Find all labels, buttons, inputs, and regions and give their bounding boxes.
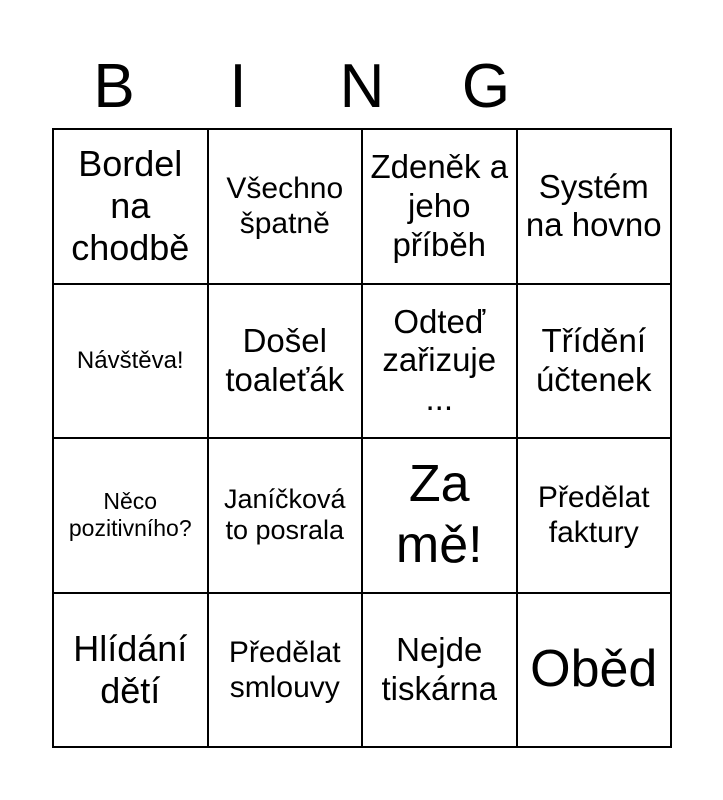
header-letter-i: I	[229, 52, 247, 121]
bingo-cell-r4-c4[interactable]	[518, 594, 673, 749]
cell-label: Návštěva!	[76, 346, 184, 374]
bingo-cell-r3-c4[interactable]	[518, 439, 673, 594]
header-letter-n: N	[339, 52, 385, 121]
bingo-cell-r1-c4[interactable]	[518, 130, 673, 285]
bingo-cell-r2-c2[interactable]	[209, 285, 364, 440]
cell-label: Janíčková to posrala	[223, 483, 346, 546]
cell-label: Zdeněk a jeho příběh	[370, 148, 509, 263]
header-letter-g: G	[461, 52, 511, 121]
bingo-cell-r1-c3[interactable]	[363, 130, 518, 285]
bingo-cell-r4-c3[interactable]	[363, 594, 518, 749]
bingo-header	[52, 52, 672, 122]
cell-label: Bordel na chodbě	[71, 143, 190, 269]
cell-label: Předělat faktury	[537, 481, 650, 550]
bingo-cell-r4-c1[interactable]	[54, 594, 209, 749]
cell-label: Odteď zařizuje ...	[382, 302, 497, 418]
bingo-cell-r1-c2[interactable]	[209, 130, 364, 285]
cell-label: Hlídání dětí	[73, 627, 188, 711]
bingo-cell-r3-c1[interactable]	[54, 439, 209, 594]
bingo-grid	[52, 128, 672, 748]
cell-label: Všechno špatně	[226, 172, 344, 241]
cell-label: Předělat smlouvy	[228, 635, 341, 704]
free-space-label: Za mě!	[395, 455, 483, 575]
bingo-cell-free[interactable]	[363, 439, 518, 594]
cell-label: Nejde tiskárna	[381, 631, 498, 707]
cell-label: Oběd	[530, 640, 658, 699]
bingo-cell-r4-c2[interactable]	[209, 594, 364, 749]
cell-label: Třídění účtenek	[535, 322, 652, 398]
cell-label: Systém na hovno	[525, 167, 662, 244]
bingo-cell-r2-c4[interactable]	[518, 285, 673, 440]
bingo-cell-r3-c2[interactable]	[209, 439, 364, 594]
cell-label: Došel toaleťák	[225, 322, 345, 398]
bingo-cell-r1-c1[interactable]	[54, 130, 209, 285]
cell-label: Něco pozitivního?	[68, 488, 192, 542]
bingo-cell-r2-c1[interactable]	[54, 285, 209, 440]
bingo-cell-r2-c3[interactable]	[363, 285, 518, 440]
header-letter-b: B	[93, 52, 135, 121]
